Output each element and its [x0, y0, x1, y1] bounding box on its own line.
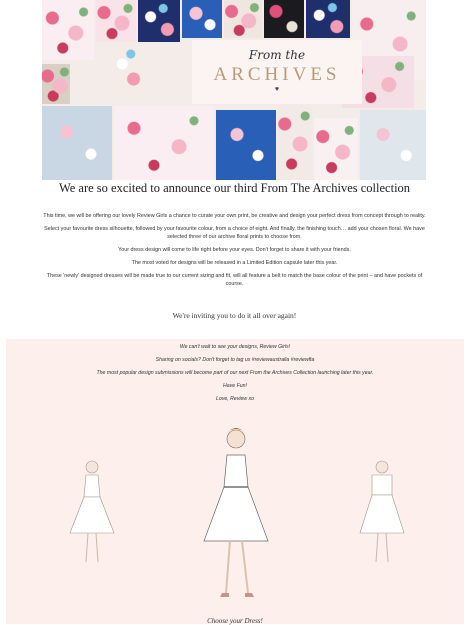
panel-message: We can't wait to see your designs, Review Girls!	[179, 344, 291, 350]
intro-paragraph: This time, we will be offering our lovely Review Girls a chance to curate your own print, be creative and design your perfect dress from concept through to reality.	[43, 213, 426, 219]
collage-tile	[278, 100, 312, 180]
intro-paragraph: Your dress design will come to life right before your eyes. Don't forget to share it with your friends.	[118, 247, 351, 253]
collage-tile	[138, 0, 180, 42]
collage-tile	[42, 0, 94, 60]
from-the-archives-card	[192, 40, 362, 104]
collage-tile	[306, 0, 350, 38]
collage-tile	[96, 0, 136, 42]
panel-message: Sharing on socials? Don't forget to tag us #reviewaustralia #reviewfta	[155, 357, 315, 363]
dress-option-left[interactable]	[64, 457, 120, 567]
collage-tile	[314, 118, 358, 180]
invite-heading: We're inviting you to do it all over again!	[172, 311, 297, 320]
panel-message: Love, Review xo	[215, 396, 255, 402]
dress-option-center[interactable]	[196, 425, 276, 605]
choose-dress-heading: Choose your Dress!	[207, 617, 263, 625]
collage-tile	[42, 106, 112, 180]
heart-icon: ♥	[274, 86, 280, 93]
dress-option-right[interactable]	[354, 457, 410, 567]
collage-tile	[114, 44, 142, 94]
collage-tile	[42, 64, 70, 104]
page-headline: We are so excited to announce our third From The Archives collection	[58, 181, 411, 195]
hero-collage	[42, 0, 426, 180]
panel-messages	[6, 343, 464, 408]
intro-paragraph: These 'newly' designed dresses will be made true to our current sizing and fit, will all feature a belt to match the base colour of the print – and have pockets of course.	[46, 273, 423, 287]
collage-tile	[224, 0, 262, 38]
collage-tile	[182, 0, 222, 38]
intro-paragraph: Select your favourite dress silhouette, followed by your favourite colour, from a choice of eight. And finally, the finishing touch… add your chosen floral. We have selected three of our archive floral prints to choose from.	[44, 226, 425, 240]
panel-message: Have Fun!	[223, 383, 247, 389]
collage-tile	[114, 106, 214, 180]
intro-text	[38, 212, 431, 293]
collage-tile	[264, 0, 304, 38]
intro-paragraph: The most voted for designs will be released in a Limited Edition capsule later this year.	[131, 260, 338, 266]
from-the-script: From the	[248, 48, 306, 62]
panel-message: The most popular design submissions will become part of our next From the Archives Collection launching later this year.	[96, 370, 374, 376]
design-panel	[6, 339, 464, 624]
archives-wordmark: ARCHIVES	[213, 64, 341, 85]
collage-tile	[360, 110, 426, 180]
collage-tile	[216, 110, 276, 180]
